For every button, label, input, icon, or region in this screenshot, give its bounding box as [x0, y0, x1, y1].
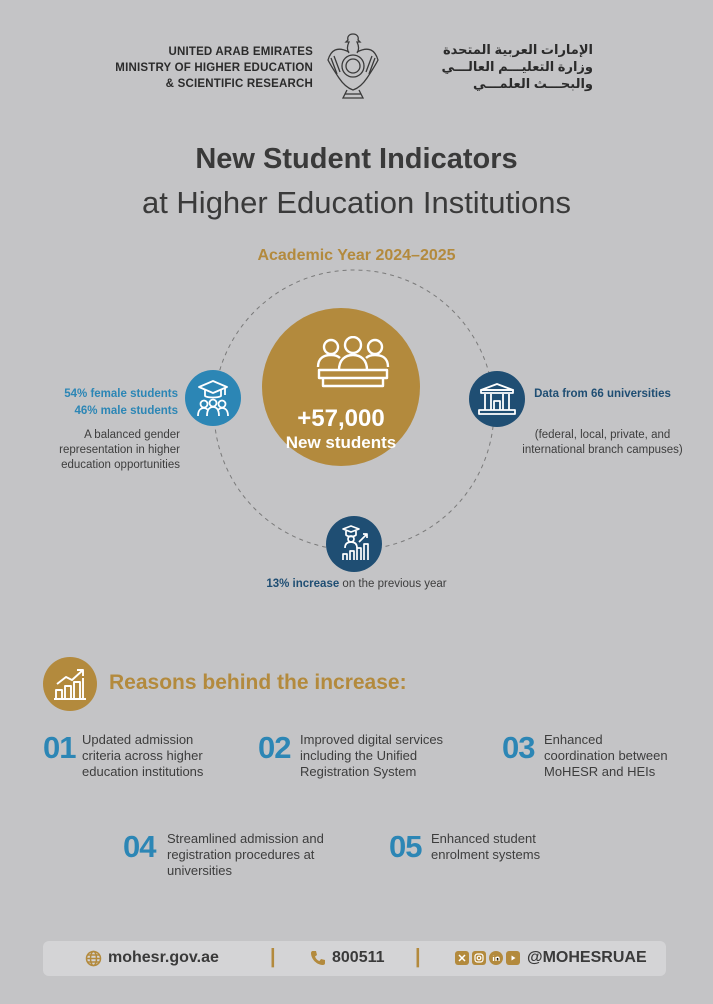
universities-description: (federal, local, private, and international branch campuses): [522, 429, 683, 456]
phone-icon: [310, 950, 326, 966]
female-students: 54% female students: [64, 388, 178, 400]
reason-text: Updated admission criteria across higher education institutions: [82, 732, 204, 779]
increase-rest: on the previous year: [339, 578, 447, 590]
social-icons: [455, 951, 520, 966]
reason-item-04: [123, 829, 155, 865]
instagram-icon[interactable]: [472, 951, 486, 965]
website-link[interactable]: mohesr.gov.ae: [108, 949, 219, 966]
increase-text: [0, 578, 713, 590]
ministry-line-2: MINISTRY OF HIGHER EDUCATION: [115, 62, 313, 74]
ministry-ar-line-2: وزارة التعليـــم العالـــي: [441, 59, 593, 74]
reason-number: 01: [43, 730, 76, 765]
ministry-ar-line-3: والبحـــث العلمـــي: [473, 76, 593, 91]
ministry-name-en: [115, 44, 313, 92]
ministry-line-1: UNITED ARAB EMIRATES: [168, 46, 313, 58]
increase-highlight: 13% increase: [266, 578, 340, 590]
gender-stats: [30, 386, 178, 420]
reason-item-03: [502, 730, 534, 766]
youtube-icon[interactable]: [506, 951, 520, 965]
footer-separator: |: [415, 946, 421, 968]
reason-number: 05: [389, 829, 422, 864]
x-icon[interactable]: [455, 951, 469, 965]
page-title: New Student Indicators: [195, 143, 518, 175]
phone-number[interactable]: 800511: [332, 949, 385, 966]
graduation-cap-icon: [196, 378, 230, 418]
ministry-ar-line-1: الإمارات العربية المتحدة: [442, 42, 593, 57]
reasons-title: Reasons behind the increase:: [109, 671, 407, 694]
reason-number: 04: [123, 829, 156, 864]
academic-year: Academic Year 2024–2025: [257, 247, 456, 264]
social-handle[interactable]: @MOHESRUAE: [527, 949, 647, 966]
male-students: 46% male students: [74, 405, 178, 417]
page-subtitle: at Higher Education Institutions: [141, 185, 572, 220]
growth-chart-icon: [52, 666, 88, 702]
emblem-icon: [325, 28, 381, 102]
reason-number: 02: [258, 730, 291, 765]
reason-number: 03: [502, 730, 535, 765]
reason-item-05: [389, 829, 421, 865]
footer-separator: |: [270, 946, 276, 968]
universities-count: Data from 66 universities: [534, 388, 671, 400]
reason-text: Enhanced student enrolment systems: [431, 831, 541, 862]
new-students-label: New students: [285, 433, 397, 452]
students-books-icon: [311, 336, 395, 392]
reason-item-02: [258, 730, 290, 766]
ministry-line-3: & SCIENTIFIC RESEARCH: [165, 78, 313, 90]
globe-icon: [85, 950, 102, 967]
reason-text: Streamlined admission and registration procedures at universities: [167, 831, 324, 878]
university-building-icon: [477, 382, 517, 416]
growth-graduate-icon: [337, 524, 373, 564]
reason-text: Enhanced coordination between MoHESR and HEIs: [544, 732, 668, 779]
reason-text: Improved digital services including the Unified Registration System: [300, 732, 444, 779]
reason-item-01: [43, 730, 75, 766]
linkedin-icon[interactable]: [489, 951, 503, 965]
new-students-count: +57,000: [297, 405, 385, 432]
ministry-name-ar: [393, 41, 593, 92]
gender-description: A balanced gender representation in higher education opportunities: [59, 429, 180, 471]
